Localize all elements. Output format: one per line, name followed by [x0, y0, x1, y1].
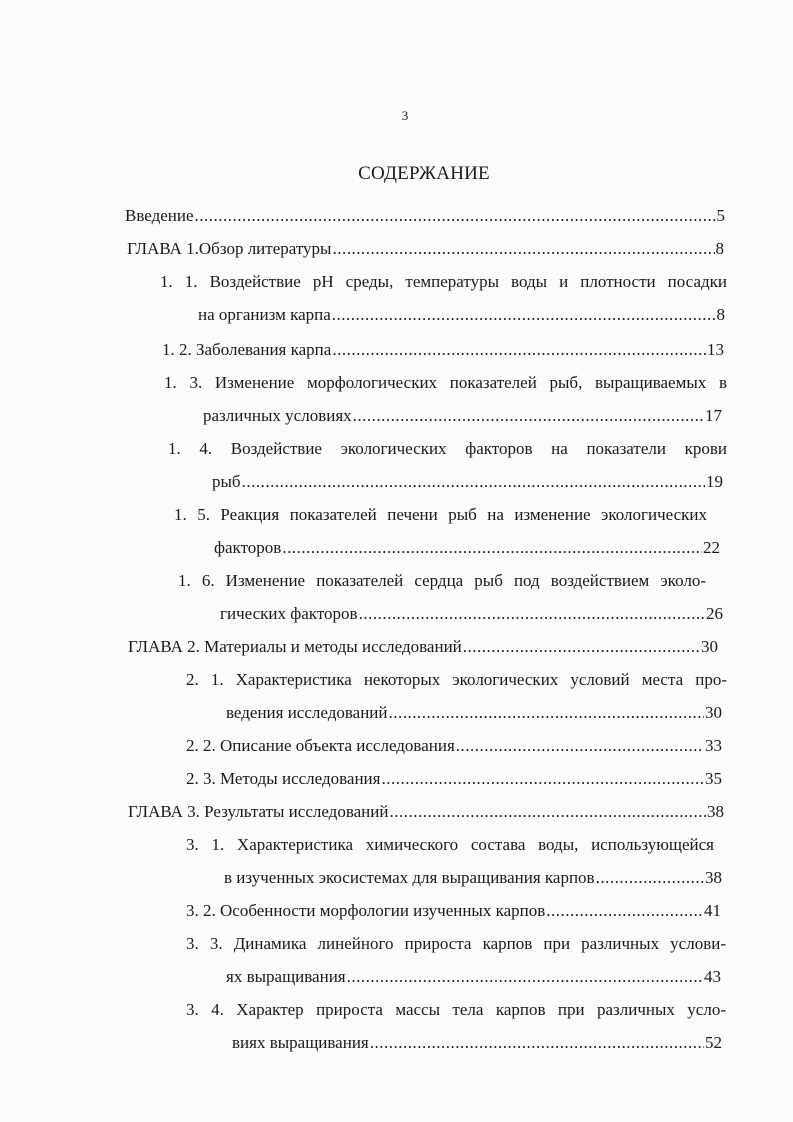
toc-entry-1-4-line1	[168, 437, 727, 461]
toc-page-number: 30	[701, 637, 718, 656]
toc-page-number: 17	[705, 406, 722, 425]
toc-entry-text: 1. 5. Реакция показателей печени рыб на изменение экологических	[174, 505, 707, 524]
toc-entry-text: ях выращивания	[226, 967, 346, 986]
dot-leader	[195, 204, 716, 228]
toc-entry-chapter-2	[128, 635, 718, 659]
dot-leader	[242, 470, 705, 494]
dot-leader	[546, 899, 703, 923]
toc-entry-text: рыб	[212, 472, 241, 491]
toc-entry-1-6-line2	[220, 602, 723, 626]
dot-leader	[359, 602, 705, 626]
toc-page-number: 26	[706, 604, 723, 623]
toc-entry-3-1-line2	[224, 866, 722, 890]
toc-page-number: 38	[707, 802, 724, 821]
dot-leader	[353, 404, 704, 428]
toc-page-number: 22	[703, 538, 720, 557]
toc-entry-2-1-line2	[226, 701, 722, 725]
toc-entry-3-3-line1	[186, 932, 726, 956]
toc-page-number: 8	[715, 239, 724, 258]
toc-entry-text: в изученных экосистемах для выращивания карпов	[224, 868, 595, 887]
toc-title: СОДЕРЖАНИЕ	[358, 163, 490, 184]
toc-entry-1-3-line2	[203, 404, 722, 428]
toc-entry-text: ГЛАВА 3. Результаты исследований	[128, 802, 389, 821]
dot-leader	[370, 1031, 704, 1055]
toc-entry-text: 3. 1. Характеристика химического состава воды, использующейся	[186, 835, 714, 854]
dot-leader	[389, 800, 706, 824]
toc-page-number: 33	[705, 736, 722, 755]
toc-entry-text: ГЛАВА 1.Обзор литературы	[127, 239, 332, 258]
toc-entry-2-3	[186, 767, 722, 791]
toc-entry-3-2	[186, 899, 721, 923]
toc-entry-text: 3. 3. Динамика линейного прироста карпов при различных услови-	[186, 934, 726, 953]
toc-page-number: 43	[704, 967, 721, 986]
toc-page-number: 8	[716, 305, 725, 324]
toc-entry-text: 3. 2. Особенности морфологии изученных карпов	[186, 901, 546, 920]
toc-page-number: 35	[705, 769, 722, 788]
toc-page-number: 30	[705, 703, 722, 722]
dot-leader	[381, 767, 704, 791]
toc-entry-text: ГЛАВА 2. Материалы и методы исследований	[128, 637, 462, 656]
toc-entry-text: на организм карпа	[198, 305, 331, 324]
dot-leader	[596, 866, 704, 890]
toc-entry-text: 1. 2. Заболевания карпа	[162, 340, 332, 359]
dot-leader	[332, 237, 714, 261]
toc-page-number: 41	[704, 901, 721, 920]
toc-entry-chapter-1	[127, 237, 724, 261]
dot-leader	[389, 701, 705, 725]
toc-entry-text: гических факторов	[220, 604, 358, 623]
toc-entry-1-5-line2	[214, 536, 720, 560]
toc-page-number: 5	[716, 206, 725, 225]
toc-entry-2-1-line1	[186, 668, 727, 692]
dot-leader	[332, 303, 716, 327]
toc-entry-text: 2. 1. Характеристика некоторых экологических условий места про-	[186, 670, 727, 689]
toc-entry-3-4-line2	[232, 1031, 722, 1055]
toc-entry-1-2	[162, 338, 724, 362]
page-number: 3	[401, 108, 409, 123]
toc-entry-3-1-line1	[186, 833, 714, 857]
toc-entry-1-4-line2	[212, 470, 723, 494]
toc-page-number: 38	[705, 868, 722, 887]
toc-entry-text: виях выращивания	[232, 1033, 369, 1052]
toc-entry-1-1-line1	[160, 270, 727, 294]
toc-page-number: 19	[706, 472, 723, 491]
toc-entry-1-5-line1	[174, 503, 707, 527]
toc-entry-1-6-line1	[178, 569, 706, 593]
toc-entry-introduction	[125, 204, 725, 228]
toc-entry-text: Введение	[125, 206, 194, 225]
toc-entry-3-3-line2	[226, 965, 721, 989]
toc-entry-1-1-line2	[198, 303, 725, 327]
dot-leader	[332, 338, 706, 362]
toc-entry-text: 1. 4. Воздействие экологических факторов на показатели крови	[168, 439, 727, 458]
dot-leader	[282, 536, 702, 560]
dot-leader	[463, 635, 700, 659]
dot-leader	[456, 734, 704, 758]
toc-entry-text: факторов	[214, 538, 282, 557]
toc-entry-chapter-3	[128, 800, 724, 824]
toc-entry-text: 3. 4. Характер прироста массы тела карпов при различных усло-	[186, 1000, 726, 1019]
toc-entry-text: 1. 6. Изменение показателей сердца рыб под воздействием эколо-	[178, 571, 706, 590]
toc-entry-text: различных условиях	[203, 406, 352, 425]
toc-entry-3-4-line1	[186, 998, 726, 1022]
toc-entry-text: 2. 3. Методы исследования	[186, 769, 381, 788]
toc-entry-1-3-line1	[164, 371, 727, 395]
toc-page-number: 52	[705, 1033, 722, 1052]
dot-leader	[347, 965, 703, 989]
toc-entry-2-2	[186, 734, 722, 758]
toc-entry-text: 1. 1. Воздействие рН среды, температуры воды и плотности посадки	[160, 272, 727, 291]
toc-entry-text: 2. 2. Описание объекта исследования	[186, 736, 455, 755]
toc-entry-text: 1. 3. Изменение морфологических показателей рыб, выращиваемых в	[164, 373, 727, 392]
toc-page-number: 13	[707, 340, 724, 359]
toc-entry-text: ведения исследований	[226, 703, 388, 722]
